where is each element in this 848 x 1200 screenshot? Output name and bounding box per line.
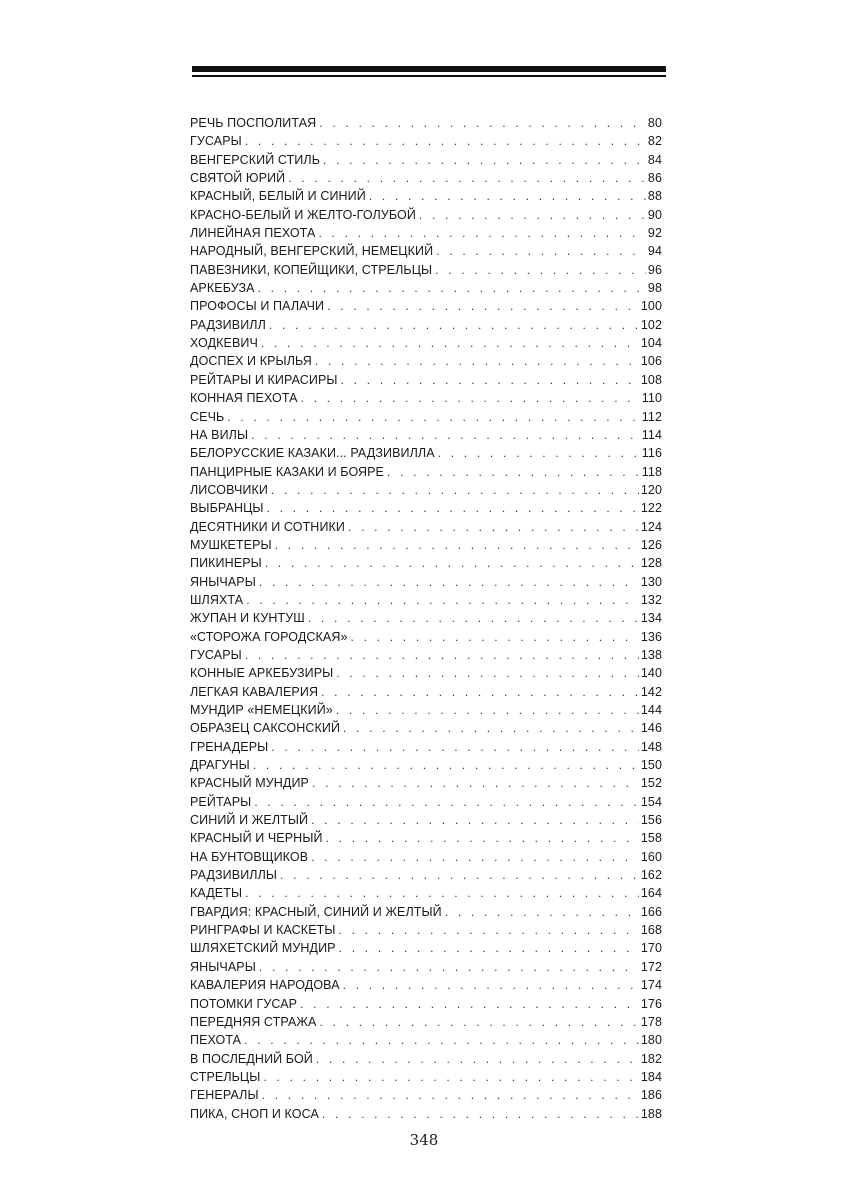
toc-entry-title: РЕЙТАРЫ [190, 794, 252, 809]
toc-entry-page: 174 [640, 978, 662, 993]
toc-entry-title: СЕЧЬ [190, 409, 225, 424]
toc-entry [190, 389, 662, 407]
toc-entry-title: ВЫБРАНЦЫ [190, 501, 264, 516]
toc-dot-leader [259, 573, 639, 591]
toc-dot-leader [288, 169, 646, 187]
toc-dot-leader [227, 408, 639, 426]
toc-entry [190, 1013, 662, 1031]
toc-entry-page: 178 [640, 1014, 662, 1029]
toc-entry [190, 481, 662, 499]
toc-dot-leader [339, 921, 639, 939]
toc-entry-title: РЕЧЬ ПОСПОЛИТАЯ [190, 116, 317, 130]
toc-entry-page: 114 [641, 427, 662, 442]
toc-dot-leader [322, 1105, 639, 1123]
toc-dot-leader [326, 829, 639, 847]
toc-dot-leader [343, 976, 639, 994]
toc-entry [190, 591, 662, 609]
toc-entry [190, 316, 662, 334]
toc-entry-title: ЖУПАН И КУНТУШ [190, 611, 305, 626]
toc-dot-leader [265, 554, 639, 572]
toc-entry-title: ЛИСОВЧИКИ [190, 482, 268, 497]
toc-entry-title: МУНДИР «НЕМЕЦКИЙ» [190, 703, 333, 717]
toc-entry-title: ПАНЦИРНЫЕ КАЗАКИ И БОЯРЕ [190, 464, 384, 479]
toc-entry [190, 499, 662, 517]
toc-entry-page: 128 [640, 556, 662, 571]
toc-entry-title: КРАСНЫЙ МУНДИР [190, 776, 309, 791]
toc-dot-leader [245, 646, 639, 664]
toc-entry-title: ДРАГУНЫ [190, 758, 250, 773]
toc-entry [190, 1068, 662, 1086]
toc-entry-page: 120 [640, 482, 662, 497]
toc-entry-title: БЕЛОРУССКИЕ КАЗАКИ... РАДЗИВИЛЛА [190, 446, 435, 461]
toc-entry-title: РАДЗИВИЛЛЫ [190, 868, 278, 883]
toc-entry [190, 554, 662, 572]
toc-dot-leader [351, 628, 639, 646]
toc-entry-page: 158 [640, 831, 662, 846]
toc-dot-leader [323, 151, 646, 169]
toc-dot-leader [319, 114, 646, 132]
toc-entry-title: ВЕНГЕРСКИЙ СТИЛЬ [190, 152, 320, 167]
toc-entry-title: ГЕНЕРАЛЫ [190, 1088, 259, 1103]
toc-dot-leader [419, 206, 646, 224]
toc-entry [190, 224, 662, 242]
toc-entry-page: 138 [640, 647, 662, 662]
toc-entry-title: НА ВИЛЫ [190, 427, 249, 442]
toc-entry [190, 334, 662, 352]
toc-dot-leader [311, 811, 639, 829]
toc-entry-title: «СТОРОЖА ГОРОДСКАЯ» [190, 629, 348, 644]
toc-entry-title: НА БУНТОВЩИКОВ [190, 849, 309, 864]
toc-entry-page: 96 [647, 262, 662, 277]
toc-entry [190, 206, 662, 224]
toc-dot-leader [341, 371, 639, 389]
toc-entry [190, 664, 662, 682]
toc-dot-leader [301, 389, 640, 407]
toc-entry [190, 444, 662, 462]
toc-dot-leader [436, 242, 646, 260]
toc-entry-title: ОБРАЗЕЦ САКСОНСКИЙ [190, 721, 341, 736]
toc-entry-page: 160 [640, 849, 662, 864]
toc-dot-leader [348, 518, 639, 536]
toc-dot-leader [244, 1031, 639, 1049]
toc-entry-page: 116 [641, 446, 662, 461]
toc-entry-page: 140 [640, 666, 662, 681]
toc-entry-title: ГУСАРЫ [190, 134, 242, 149]
toc-entry-title: ПОТОМКИ ГУСАР [190, 996, 298, 1011]
toc-dot-leader [369, 187, 646, 205]
toc-entry-title: КАВАЛЕРИЯ НАРОДОВА [190, 978, 340, 993]
toc-entry-page: 132 [640, 592, 662, 607]
toc-dot-leader [315, 352, 639, 370]
toc-entry [190, 1105, 662, 1123]
toc-entry-page: 152 [640, 776, 662, 791]
toc-dot-leader [336, 701, 639, 719]
toc-entry-page: 170 [640, 941, 662, 956]
toc-dot-leader [327, 297, 639, 315]
toc-entry [190, 371, 662, 389]
toc-entry-title: ЛИНЕЙНАЯ ПЕХОТА [190, 226, 316, 241]
toc-entry-page: 84 [647, 152, 662, 167]
toc-entry [190, 756, 662, 774]
toc-entry [190, 646, 662, 664]
toc-entry-page: 94 [647, 244, 662, 259]
toc-entry-title: ДЕСЯТНИКИ И СОТНИКИ [190, 519, 345, 534]
toc-entry-page: 184 [640, 1069, 662, 1084]
toc-entry [190, 169, 662, 187]
toc-entry-page: 180 [640, 1033, 662, 1048]
toc-entry-page: 100 [640, 299, 662, 314]
toc-entry [190, 1086, 662, 1104]
toc-dot-leader [267, 499, 639, 517]
toc-entry-page: 108 [640, 372, 662, 387]
toc-entry-title: ХОДКЕВИЧ [190, 336, 258, 351]
toc-dot-leader [435, 261, 646, 279]
toc-entry-page: 182 [640, 1051, 662, 1066]
toc-entry-page: 156 [640, 813, 662, 828]
toc-dot-leader [343, 719, 639, 737]
toc-dot-leader [246, 591, 639, 609]
toc-entry [190, 242, 662, 260]
toc-entry-page: 150 [640, 758, 662, 773]
toc-entry-title: РИНГРАФЫ И КАСКЕТЫ [190, 923, 336, 938]
toc-entry-title: ШЛЯХЕТСКИЙ МУНДИР [190, 941, 336, 956]
toc-entry-title: ГВАРДИЯ: КРАСНЫЙ, СИНИЙ И ЖЕЛТЫЙ [190, 904, 442, 919]
toc-dot-leader [438, 444, 640, 462]
toc-entry-title: СИНИЙ И ЖЕЛТЫЙ [190, 813, 309, 828]
toc-dot-leader [262, 1086, 639, 1104]
toc-entry-page: 154 [640, 794, 662, 809]
toc-dot-leader [253, 756, 639, 774]
toc-dot-leader [275, 536, 639, 554]
page-number: 348 [409, 1131, 439, 1149]
toc-dot-leader [258, 279, 646, 297]
toc-entry-page: 110 [641, 391, 662, 406]
toc-entry-title: КРАСНЫЙ И ЧЕРНЫЙ [190, 831, 323, 846]
toc-dot-leader [336, 664, 639, 682]
toc-entry [190, 352, 662, 370]
toc-entry [190, 628, 662, 646]
toc-entry [190, 279, 662, 297]
toc-entry-page: 142 [640, 684, 662, 699]
toc-entry-page: 118 [641, 464, 662, 479]
toc-entry-title: КРАСНЫЙ, БЕЛЫЙ И СИНИЙ [190, 189, 366, 204]
toc-entry [190, 848, 662, 866]
toc-entry [190, 114, 662, 132]
toc-entry-title: ГРЕНАДЕРЫ [190, 739, 269, 754]
toc-entry [190, 774, 662, 792]
toc-entry-page: 144 [640, 703, 662, 717]
toc-dot-leader [387, 463, 640, 481]
toc-entry-page: 164 [640, 886, 662, 901]
toc-entry-title: ПЕХОТА [190, 1033, 242, 1048]
toc-dot-leader [245, 132, 646, 150]
toc-entry [190, 408, 662, 426]
toc-dot-leader [308, 609, 639, 627]
toc-entry [190, 683, 662, 701]
toc-dot-leader [318, 224, 645, 242]
toc-entry-title: ДОСПЕХ И КРЫЛЬЯ [190, 354, 312, 369]
toc-entry-title: КОННАЯ ПЕХОТА [190, 391, 298, 406]
toc-entry [190, 518, 662, 536]
toc-entry-page: 162 [640, 868, 662, 883]
toc-dot-leader [251, 426, 640, 444]
toc-entry [190, 701, 662, 719]
toc-dot-leader [321, 683, 639, 701]
toc-entry [190, 1031, 662, 1049]
toc-entry-title: ПЕРЕДНЯЯ СТРАЖА [190, 1014, 317, 1029]
toc-entry-title: КРАСНО-БЕЛЫЙ И ЖЕЛТО-ГОЛУБОЙ [190, 207, 416, 222]
toc-dot-leader [316, 1050, 639, 1068]
toc-entry [190, 738, 662, 756]
toc-entry-title: АРКЕБУЗА [190, 281, 255, 296]
toc-entry-page: 92 [647, 226, 662, 241]
header-rule-thin [192, 75, 666, 77]
toc-entry [190, 536, 662, 554]
toc-entry [190, 829, 662, 847]
toc-entry-title: ШЛЯХТА [190, 592, 244, 607]
toc-dot-leader [261, 334, 639, 352]
toc-entry-title: ПИКА, СНОП И КОСА [190, 1106, 319, 1121]
toc-entry-page: 186 [640, 1088, 662, 1103]
toc-entry-page: 106 [640, 354, 662, 369]
toc-entry-page: 188 [640, 1106, 662, 1121]
toc-entry [190, 426, 662, 444]
toc-dot-leader [271, 481, 639, 499]
toc-entry-title: ГУСАРЫ [190, 647, 242, 662]
toc-entry-title: СТРЕЛЬЦЫ [190, 1069, 261, 1084]
toc-entry [190, 261, 662, 279]
toc-dot-leader [319, 1013, 638, 1031]
toc-entry [190, 573, 662, 591]
toc-entry-page: 124 [640, 519, 662, 534]
toc-dot-leader [245, 884, 639, 902]
toc-entry-page: 122 [640, 501, 662, 516]
toc-dot-leader [269, 316, 639, 334]
toc-entry-title: КОННЫЕ АРКЕБУЗИРЫ [190, 666, 334, 681]
toc-entry [190, 866, 662, 884]
toc-entry-title: РЕЙТАРЫ И КИРАСИРЫ [190, 372, 338, 387]
toc-entry [190, 719, 662, 737]
toc-entry-page: 82 [647, 134, 662, 149]
toc-entry-page: 172 [640, 959, 662, 974]
toc-entry-page: 168 [640, 923, 662, 938]
toc-entry [190, 921, 662, 939]
toc-entry [190, 187, 662, 205]
toc-entry-title: КАДЕТЫ [190, 886, 243, 901]
header-rule [192, 66, 666, 77]
toc-entry-title: СВЯТОЙ ЮРИЙ [190, 171, 286, 186]
toc-entry-page: 88 [647, 189, 662, 204]
toc-entry [190, 297, 662, 315]
toc-entry-page: 112 [641, 409, 662, 424]
toc-entry-title: ЯНЫЧАРЫ [190, 959, 256, 974]
toc-entry-page: 146 [640, 721, 662, 736]
toc-entry [190, 811, 662, 829]
table-of-contents [190, 114, 662, 1123]
toc-entry-page: 90 [647, 207, 662, 222]
toc-entry [190, 939, 662, 957]
toc-entry-page: 148 [640, 739, 662, 754]
toc-dot-leader [445, 903, 639, 921]
toc-entry [190, 976, 662, 994]
toc-entry-title: ЯНЫЧАРЫ [190, 574, 256, 589]
toc-dot-leader [339, 939, 639, 957]
toc-entry-page: 130 [640, 574, 662, 589]
toc-entry [190, 132, 662, 150]
toc-entry-page: 136 [640, 629, 662, 644]
toc-entry-page: 80 [647, 116, 662, 130]
toc-entry [190, 609, 662, 627]
toc-dot-leader [271, 738, 639, 756]
toc-entry-title: РАДЗИВИЛЛ [190, 317, 266, 332]
toc-dot-leader [259, 958, 639, 976]
toc-dot-leader [280, 866, 639, 884]
toc-entry-title: МУШКЕТЕРЫ [190, 537, 272, 552]
toc-dot-leader [300, 995, 639, 1013]
toc-entry-title: НАРОДНЫЙ, ВЕНГЕРСКИЙ, НЕМЕЦКИЙ [190, 244, 434, 259]
toc-entry-page: 166 [640, 904, 662, 919]
toc-entry-title: ПРОФОСЫ И ПАЛАЧИ [190, 299, 325, 314]
toc-entry-title: В ПОСЛЕДНИЙ БОЙ [190, 1051, 313, 1066]
toc-entry [190, 793, 662, 811]
toc-entry-page: 134 [640, 611, 662, 626]
toc-entry-page: 126 [640, 537, 662, 552]
toc-entry [190, 903, 662, 921]
toc-entry-page: 86 [647, 171, 662, 186]
toc-entry [190, 1050, 662, 1068]
toc-entry-page: 104 [640, 336, 662, 351]
toc-entry-title: ЛЕГКАЯ КАВАЛЕРИЯ [190, 684, 319, 699]
toc-entry [190, 151, 662, 169]
toc-entry-page: 102 [640, 317, 662, 332]
toc-entry [190, 958, 662, 976]
toc-entry-title: ПИКИНЕРЫ [190, 556, 262, 571]
toc-entry-page: 176 [640, 996, 662, 1011]
toc-dot-leader [263, 1068, 638, 1086]
toc-entry-title: ПАВЕЗНИКИ, КОПЕЙЩИКИ, СТРЕЛЬЦЫ [190, 262, 433, 277]
toc-dot-leader [254, 793, 639, 811]
toc-entry-page: 98 [647, 281, 662, 296]
toc-entry [190, 884, 662, 902]
toc-entry [190, 463, 662, 481]
toc-dot-leader [311, 848, 639, 866]
toc-entry [190, 995, 662, 1013]
toc-dot-leader [312, 774, 639, 792]
